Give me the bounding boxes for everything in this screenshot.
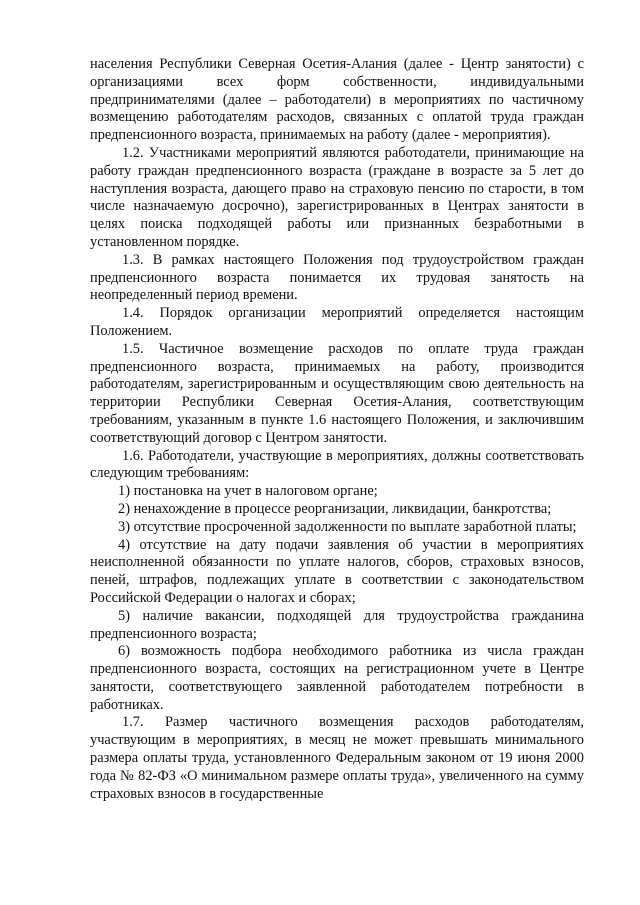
document-body xyxy=(90,56,584,803)
requirement-item-6: 6) возможность подбора необходимого работника из числа граждан предпенсионного возраста, состоящих на регистрационном учете в Центре занятости, соответствующего заявленной работодателем потребности в работниках. xyxy=(90,643,584,713)
paragraph-1-5: 1.5. Частичное возмещение расходов по оплате труда граждан предпенсионного возраста, принимаемых на работу, производится работодателям, зарегистрированным и осуществляющим свою деятельность на территории Республики Северная Осетия-Алания, соответствующим требованиям, указанным в пункте 1.6 настоящего Положения, и заключившим соответствующий договор с Центром занятости. xyxy=(90,340,584,446)
requirement-item-1: 1) постановка на учет в налоговом органе; xyxy=(118,483,378,500)
paragraph-1-4: 1.4. Порядок организации мероприятий определяется настоящим Положением. xyxy=(90,305,584,339)
requirement-item-2: 2) ненахождение в процессе реорганизации, ликвидации, банкротства; xyxy=(118,500,552,517)
requirement-item-3: 3) отсутствие просроченной задолженности по выплате заработной платы; xyxy=(118,518,577,535)
paragraph-1-7: 1.7. Размер частичного возмещения расходов работодателям, участвующим в мероприятиях, в месяц не может превышать минимального размера оплаты труда, установленного Федеральным законом от 19 июня 2000 года № 82-ФЗ «О минимальном размере оплаты труда», увеличенного на сумму страховых взносов в государственные xyxy=(90,714,584,802)
paragraph-1-2: 1.2. Участниками мероприятий являются работодатели, принимающие на работу граждан предпенсионного возраста (граждане в возрасте за 5 лет до наступления возраста, дающего право на страховую пенсию по старости, в том числе назначаемую досрочно), зарегистрированных в Центрах занятости в целях поиска подходящей работы или признанных безработными в установленном порядке. xyxy=(90,144,584,250)
requirement-item-5: 5) наличие вакансии, подходящей для трудоустройства гражданина предпенсионного возраста; xyxy=(90,607,584,642)
paragraph-1-6: 1.6. Работодатели, участвующие в мероприятиях, должны соответствовать следующим требованиям: xyxy=(90,447,584,482)
paragraph-1-3: 1.3. В рамках настоящего Положения под трудоустройством граждан предпенсионного возраста понимается их трудовая занятость на неопределенный период времени. xyxy=(90,251,584,304)
requirement-item-4: 4) отсутствие на дату подачи заявления об участии в мероприятиях неисполненной обязанности по уплате налогов, сборов, страховых взносов, пеней, штрафов, подлежащих уплате в соответствии с законодательством Российской Федерации о налогах и сборах; xyxy=(90,536,584,606)
paragraph-continuation: населения Республики Северная Осетия-Алания (далее - Центр занятости) с организациями всех форм собственности, индивидуальными предпринимателями (далее – работодатели) в мероприятиях по частичному возмещению работодателям расходов, связанных с оплатой труда граждан предпенсионного возраста, принимаемых на работу (далее - мероприятия). xyxy=(90,56,584,144)
